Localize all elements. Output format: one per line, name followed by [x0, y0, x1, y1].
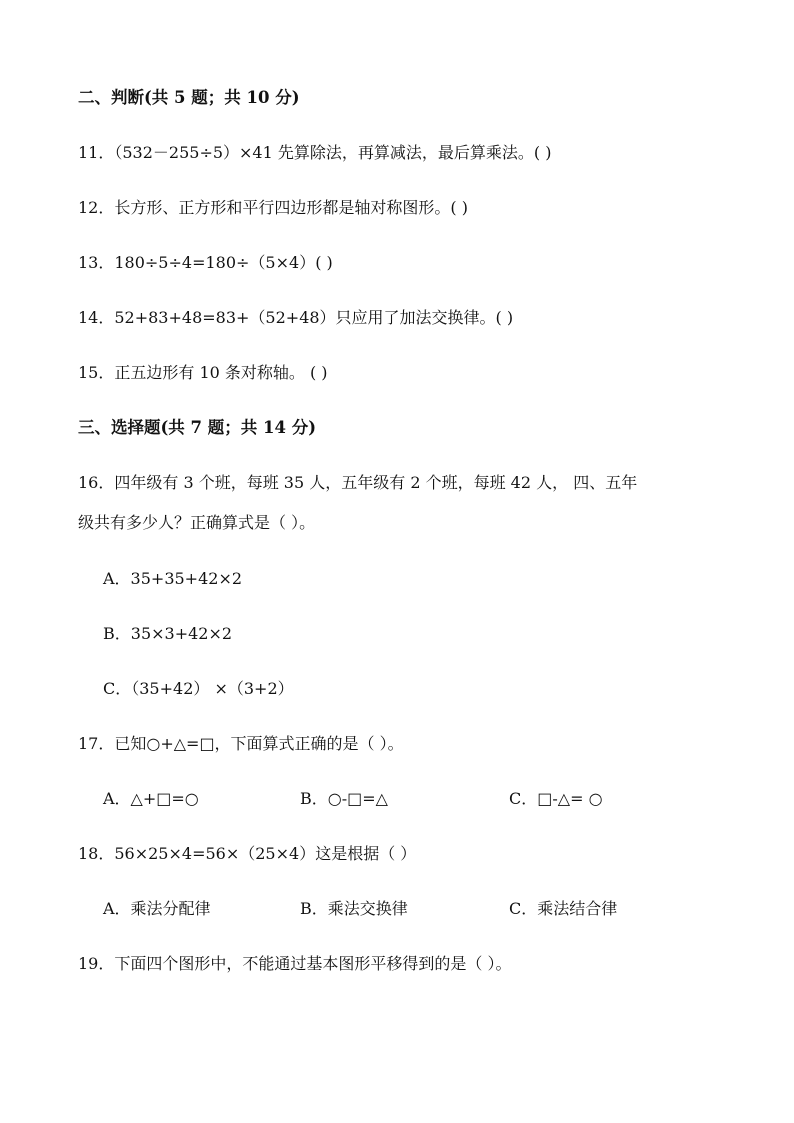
section-2-heading: 二、判断(共 5 题；共 10 分): [78, 88, 300, 107]
q17-option-b: B．○-□=△: [300, 789, 388, 808]
question-17: 17．已知○+△=□，下面算式正确的是（ ）。: [78, 734, 404, 753]
section-3-heading: 三、选择题(共 7 题；共 14 分): [78, 418, 317, 437]
q17-option-a: A．△+□=○: [103, 789, 199, 808]
question-14: 14．52+83+48=83+（52+48）只应用了加法交换律。( ): [78, 308, 514, 327]
question-11: 11．（532－255÷5）×41 先算除法，再算减法，最后算乘法。( ): [78, 143, 552, 162]
q18-option-c: C．乘法结合律: [509, 899, 618, 918]
q17-option-c: C．□-△= ○: [509, 789, 603, 808]
q18-option-b: B．乘法交换律: [300, 899, 408, 918]
question-13: 13．180÷5÷4=180÷（5×4）( ): [78, 253, 333, 272]
q16-option-b: B．35×3+42×2: [103, 624, 233, 643]
question-19: 19．下面四个图形中，不能通过基本图形平移得到的是（ ）。: [78, 954, 512, 973]
question-18: 18．56×25×4=56×（25×4）这是根据（ ）: [78, 844, 417, 863]
q16-option-a: A．35+35+42×2: [103, 569, 243, 588]
question-16-line-1: 16．四年级有 3 个班，每班 35 人，五年级有 2 个班，每班 42 人， 四、五年: [78, 473, 638, 492]
question-15: 15．正五边形有 10 条对称轴。 ( ): [78, 363, 328, 382]
question-12: 12．长方形、正方形和平行四边形都是轴对称图形。( ): [78, 198, 468, 217]
q16-option-c: C．（35+42） ×（3+2）: [103, 679, 294, 698]
question-16-line-2: 级共有多少人？正确算式是（ ）。: [78, 513, 316, 532]
q18-option-a: A．乘法分配律: [103, 899, 211, 918]
